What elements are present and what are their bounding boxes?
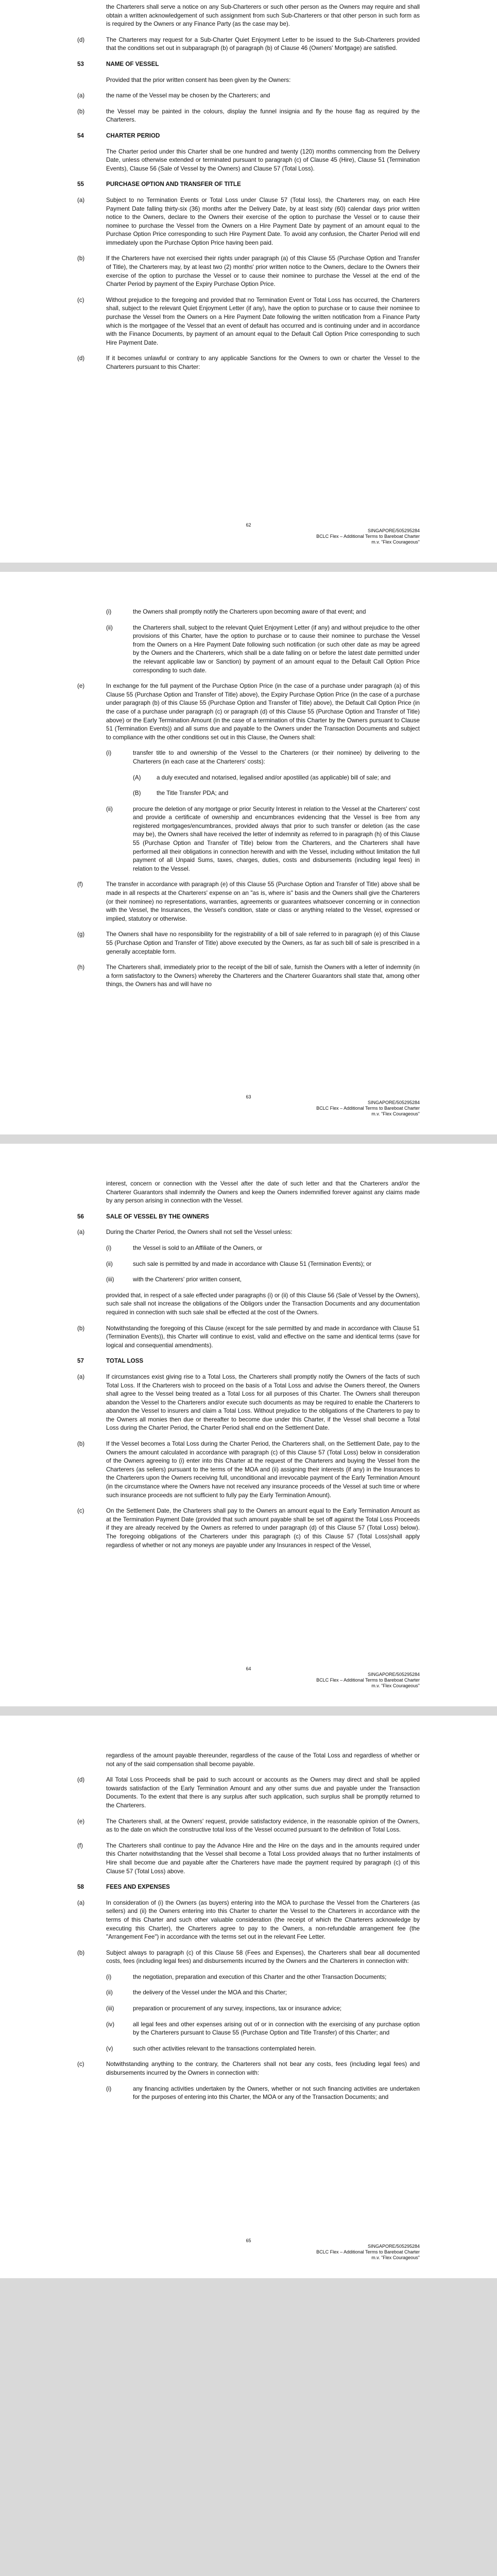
clause-52-d bbox=[77, 36, 420, 53]
paragraph-continued: regardless of the amount payable thereunder, regardless of the cause of the Total Loss and regardless of whether or not any of the said compensation shall become payable. bbox=[106, 1752, 420, 1768]
clause-58-b: (b) Subject always to paragraph (c) of this Clause 58 (Fees and Expenses), the Charterers shall bear all documented costs, fees (including legal fees) and disbursements incurred by the Owners and the Charterers in connection with: bbox=[77, 1949, 420, 1965]
clause-56-a-i: (i) the Vessel is sold to an Affiliate of the Owners, or bbox=[106, 1244, 263, 1251]
clause-55-e-ii: (ii) procure the deletion of any mortgage or prior Security Interest in relation to the Vessel at the Charterers' cost and provide a certificate of ownership and encumbrances evidencing that the Vessel is free from any registered mortgages/encumbrances, provided always that prior to such transfer or deletion (as the case may be), the Owners shall have received the letter of indemnity as referred to in paragraph (h) of this Clause 55 (Purchase Option and Transfer of Title) below from the Charterers, and the Charterers shall have performed all their obligations in connection herewith and with the Vessel, including without limitation the full payment of all Unpaid Sums, taxes, charges, duties, costs and disbursements (including legal fees) in relation to the Vessel. bbox=[106, 805, 420, 872]
paragraph-continued: the Charterers shall serve a notice on any Sub-Charterers or such other person as the Owners may require and shall obtain a written acknowledgement of such assignment from such Sub-Charterers or that other person in such form as is required by the Owners or any Finance Party (as the case may be). bbox=[106, 4, 420, 28]
document-page-1 bbox=[0, 0, 497, 563]
section-56-heading: 56 SALE OF VESSEL BY THE OWNERS bbox=[77, 1213, 209, 1220]
clause-58-b-iii: (iii) preparation or procurement of any survey, inspections, tax or insurance advice; bbox=[106, 2005, 342, 2012]
clause-55-d-ii: (ii) the Charterers shall, subject to the relevant Quiet Enjoyment Letter (if any) and without prejudice to the other provisions of this Charter, have the option to purchase or to cause their nominee to purchase the Vessel from the Owners on a Hire Payment Date following such notification (or such other date as may be agreed by the Owners and the Charterers, which shall be a date falling on or before the latest date permitted under the relevant applicable law or Sanction) by payment of an amount equal to the Default Call Option Price corresponding to such date. bbox=[106, 624, 420, 674]
clause-55-c: (c) Without prejudice to the foregoing and provided that no Termination Event or Total Loss has occurred, the Charterers shall, subject to the relevant Quiet Enjoyment Letter (if any), have the option to purchase or to cause their nominee to purchase the Vessel from the Owners on a Hire Payment Date following the written notification from a Finance Party which is the mortgagee of the Vessel that an event of default has occurred and is continuing under and in accordance with the Finance Documents, by payment of an amount equal to the Default Call Option Price corresponding to such Hire Payment Date. bbox=[77, 296, 420, 346]
clause-53-a: (a) the name of the Vessel may be chosen by the Charterers; and bbox=[77, 92, 270, 99]
clause-55-b: (b) If the Charterers have not exercised their rights under paragraph (a) of this Clause 55 (Purchase Option and Transfer of Title), the Charterers may, by at least two (2) months' prior written notice to the Owners, declare to the Owners their exercise of the option to purchase the Vessel or to cause their nominee to purchase the Vessel at the end of the Charter Period by payment of the Expiry Purchase Option Price. bbox=[77, 255, 420, 288]
clause-58-b-v: (v) such other activities relevant to the transactions contemplated herein. bbox=[106, 2045, 316, 2052]
paragraph-continued: interest, concern or connection with the Vessel after the date of such letter and that the Charterers and/or the Charterer Guarantors shall indemnify the Owners and keep the Owners indemnified forever against any claims made by any person arising in connection with the Vessel. bbox=[106, 1180, 420, 1205]
section-title: NAME OF VESSEL bbox=[106, 60, 159, 67]
section-53-heading bbox=[77, 60, 420, 69]
clause-55-a: (a) Subject to no Termination Events or Total Loss under Clause 57 (Total loss), the Charterers may, on each Hire Payment Date falling thirty-six (36) months after the Delivery Date, by at least sixty (60) calendar days prior written notice to the Owners, declare to the Owners their exercise of the option to purchase the Vessel or to cause their nominee to purchase the Vessel from the Owners on a Hire Payment Date by payment of an amount equal to the Purchase Option Price corresponding to such Hire Payment Date. To avoid any confusion, the Charter Period will end immediately upon the Purchase Option Price having been paid. bbox=[77, 196, 420, 246]
clause-55-e: (e) In exchange for the full payment of the Purchase Option Price (in the case of a purchase under paragraph (a) of this Clause 55 (Purchase Option and Transfer of Title) above), the Expiry Purchase Option Price (in the case of a purchase under paragraph (b) of this Clause 55 (Purchase Option and Transfer of Title) above), the Default Call Option Price (in the case of a purchase under paragraph (c) or paragraph (d) of this Clause 55 (Purchase Option and Transfer of Title) above) or the Early Termination Amount (in the case of a termination of this Charter by the Owners pursuant to Clause 51 (Termination Events)) and all sums due and payable to the Owners under the Transaction Documents and subject to compliance with the other conditions set out in this Clause, the Owners shall: bbox=[77, 683, 420, 741]
clause-55-d: (d) If it becomes unlawful or contrary to any applicable Sanctions for the Owners to own or charter the Vessel to the Charterers pursuant to this Charter: bbox=[77, 355, 420, 370]
clause-57-a: (a) If circumstances exist giving rise to a Total Loss, the Charterers shall promptly notify the Owners of the facts of such Total Loss. If the Charterers wish to proceed on the basis of a Total Loss and advise the Owners thereof, the Owners shall agree to the Vessel being treated as a Total Loss for all purposes of this Charter. The Owners shall thereupon abandon the Vessel to the Charterers and/or execute such documents as may be required to enable the Charterers to abandon the Vessel to insurers and claim a Total Loss. Without prejudice to the obligations of the Charterers to pay to the Owners all monies then due or thereafter to become due under this Charter, if the Vessel shall become a Total Loss during the Charter Period, the Charter Period shall end on the Settlement Date. bbox=[77, 1373, 420, 1432]
clause-55-d-i: (i) the Owners shall promptly notify the Charterers upon becoming aware of that event; and bbox=[106, 608, 366, 615]
clause-text: The Charterers may request for a Sub-Charter Quiet Enjoyment Letter to be issued to the Sub-Charterers provided that the conditions set out in subparagraph (b) of paragraph (b) of Clause 46 (Owners' Mortgage) are satisfied. bbox=[106, 36, 420, 52]
clause-57-b: (b) If the Vessel becomes a Total Loss during the Charter Period, the Charterers shall, on the Settlement Date, pay to the Owners the amount calculated in accordance with paragraph (c) of this Clause 57 (Total Loss) below in consideration of the Owners agreeing to (i) enter into this Charter at the request of the Charterers and buying the Vessel from the Charterers (as sellers) pursuant to the terms of the MOA and (ii) assigning their interests (if any) in the Insurances to the Charterers upon the Owners receiving full, unconditional and irrevocable payment of the Early Termination Amount (in the circumstance where the Owners have not received any insurance proceeds of the Vessel at such time or where such insurance proceeds are not sufficient to fully pay the Early Termination Amount). bbox=[77, 1440, 420, 1499]
clause-57-f: (f) The Charterers shall continue to pay the Advance Hire and the Hire on the days and in the amounts required under this Charter notwithstanding that the Vessel shall become a Total Loss provided always that no further instalments of Hire shall become due and payable after the Charterers have made the payment required by paragraph (c) of this Clause 57 (Total Loss) above. bbox=[77, 1842, 420, 1875]
clause-53-b: (b) the Vessel may be painted in the colours, display the funnel insignia and fly the house flag as required by the Charterers. bbox=[77, 108, 420, 124]
section-53-intro: Provided that the prior written consent has been given by the Owners: bbox=[106, 76, 291, 83]
clause-58-b-iv: (iv) all legal fees and other expenses arising out of or in connection with the exercising of any purchase option by the Charterers pursuant to Clause 55 (Purchase Option and Title Transfer) of this Charter; and bbox=[106, 2021, 420, 2037]
page-number: 63 bbox=[246, 1094, 251, 1099]
document-page-3 bbox=[0, 1144, 497, 1706]
page-footer: 64 SINGAPORE/505295284 BCLC Flex – Additional Terms to Bareboat Charter m.v. "Flex Courageous" bbox=[77, 1666, 420, 1689]
clause-number: (d) bbox=[77, 36, 85, 43]
section-55-heading: 55 PURCHASE OPTION AND TRANSFER OF TITLE bbox=[77, 181, 241, 188]
clause-58-c-i: (i) any financing activities undertaken by the Owners, whether or not such financing activities are undertaken for the purposes of entering into this Charter, the MOA or any of the Transaction Documents; and bbox=[106, 2085, 420, 2101]
clause-57-e: (e) The Charterers shall, at the Owners' request, provide satisfactory evidence, in the reasonable opinion of the Owners, as to the date on which the constructive total loss of the Vessel occurred pursuant to the definition of Total Loss. bbox=[77, 1818, 420, 1834]
section-54-heading: 54 CHARTER PERIOD bbox=[77, 132, 160, 139]
page-number: 65 bbox=[246, 2238, 251, 2243]
page-number: 62 bbox=[246, 522, 251, 528]
clause-55-e-i-B: (B) the Title Transfer PDA; and bbox=[133, 790, 229, 797]
clause-58-a: (a) In consideration of (i) the Owners (as buyers) entering into the MOA to purchase the Vessel from the Charterers (as sellers) and (ii) the Owners entering into this Charter to charter the Vessel to the Charterers in accordance with the terms of this Charter and such other valuable consideration (the receipt of which the Charterers acknowledge by executing this Charter), the Charterers agree to pay to the Owners, a non-refundable arrangement fee (the "Arrangement Fee") in accordance with the terms set out in the relevant Fee Letter. bbox=[77, 1899, 420, 1941]
clause-57-d: (d) All Total Loss Proceeds shall be paid to such account or accounts as the Owners may direct and shall be applied towards satisfaction of the Early Termination Amount and any other sums due and payable under the Transaction Documents. To the extent that there is any surplus after such application, such surplus shall be promptly returned to the Charterers. bbox=[77, 1776, 420, 1809]
clause-56-a-ii: (ii) such sale is permitted by and made in accordance with Clause 51 (Termination Events); or bbox=[106, 1260, 372, 1267]
clause-58-b-i: (i) the negotiation, preparation and execution of this Charter and the other Transaction Documents; bbox=[106, 1973, 387, 1980]
section-number: 53 bbox=[77, 60, 84, 67]
clause-58-b-ii: (ii) the delivery of the Vessel under the MOA and this Charter; bbox=[106, 1989, 287, 1996]
clause-55-g: (g) The Owners shall have no responsibility for the registrability of a bill of sale referred to in paragraph (e) of this Clause 55 (Purchase Option and Transfer of Title) above executed by the Owners, as far as such bill of sale is prescribed in a generally acceptable form. bbox=[77, 931, 420, 955]
clause-56-b: (b) Notwithstanding the foregoing of this Clause (except for the sale permitted by and made in accordance with Clause 51 (Termination Events)), this Charter will continue to exist, valid and effective on the same and identical terms (save for logical and consequential amendments). bbox=[77, 1325, 420, 1349]
section-58-heading: 58 FEES AND EXPENSES bbox=[77, 1884, 170, 1891]
clause-56-a-iii: (iii) with the Charterers' prior written consent, bbox=[106, 1276, 242, 1283]
clause-56-a-tail: provided that, in respect of a sale effected under paragraphs (i) or (ii) of this Clause 56 (Sale of Vessel by the Owners), such sale shall not increase the obligations of the Obligors under the Transaction Documents and any documentation required in connection with such sale shall be effected at the cost of the Owners. bbox=[106, 1292, 420, 1316]
page-footer: 63 SINGAPORE/505295284 BCLC Flex – Additional Terms to Bareboat Charter m.v. "Flex Courageous" bbox=[77, 1094, 420, 1117]
clause-55-e-i-A: (A) a duly executed and notarised, legalised and/or apostilled (as applicable) bill of sale; and bbox=[133, 774, 391, 781]
document-page-2 bbox=[0, 572, 497, 1134]
clause-55-h: (h) The Charterers shall, immediately prior to the receipt of the bill of sale, furnish the Owners with a letter of indemnity (in a form satisfactory to the Owners) whereby the Charterers and the Charterer Guarantors shall state that, among other things, the Owners has and will have no bbox=[77, 964, 420, 988]
page-number: 64 bbox=[246, 1666, 251, 1671]
clause-56-a: (a) During the Charter Period, the Owners shall not sell the Vessel unless: bbox=[77, 1229, 293, 1236]
page-footer: 62 SINGAPORE/505295284 BCLC Flex – Additional Terms to Bareboat Charter m.v. "Flex Courageous" bbox=[77, 522, 420, 545]
section-57-heading: 57 TOTAL LOSS bbox=[77, 1358, 144, 1365]
document-page-4 bbox=[0, 1716, 497, 2278]
clause-58-c: (c) Notwithstanding anything to the contrary, the Charterers shall not bear any costs, fees (including legal fees) and disbursements incurred by the Owners in connection with: bbox=[77, 2061, 420, 2077]
section-54-text: The Charter period under this Charter shall be one hundred and twenty (120) months commencing from the Delivery Date, unless otherwise extended or terminated pursuant to paragraph (c) of Clause 45 (Hire), Clause 51 (Termination Events), Clause 56 (Sale of Vessel by the Owners) and Clause 57 (Total Loss). bbox=[106, 148, 420, 172]
page-footer: 65 SINGAPORE/505295284 BCLC Flex – Additional Terms to Bareboat Charter m.v. "Flex Courageous" bbox=[77, 2238, 420, 2261]
clause-55-f: (f) The transfer in accordance with paragraph (e) of this Clause 55 (Purchase Option and Transfer of Title) above shall be made in all respects at the Charterers' expense on an "as is, where is" basis and the Owners shall give the Charterers (or their nominee) no representations, warranties, agreements or guarantees whatsoever concerning or in connection with the Vessel, the Insurances, the Vessel's condition, state or class or anything related to the Vessel, expressed or implied, statutory or otherwise. bbox=[77, 881, 420, 922]
clause-55-e-i: (i) transfer title to and ownership of the Vessel to the Charterers (or their nominee) by delivering to the Charterers (in each case at the Charterers' costs): bbox=[106, 750, 420, 765]
clause-57-c: (c) On the Settlement Date, the Charterers shall pay to the Owners an amount equal to the Early Termination Amount as at the Termination Payment Date (provided that such amount payable shall be set off against the Total Loss Proceeds if they are already received by the Owners as referred to under paragraph (d) of this Clause 57 (Total Loss) below). The foregoing obligations of the Charterers under this paragraph (c) of this Clause 57 (Total Loss)shall apply regardless of whether or not any moneys are payable under any Insurances in respect of the Vessel, bbox=[77, 1507, 420, 1549]
